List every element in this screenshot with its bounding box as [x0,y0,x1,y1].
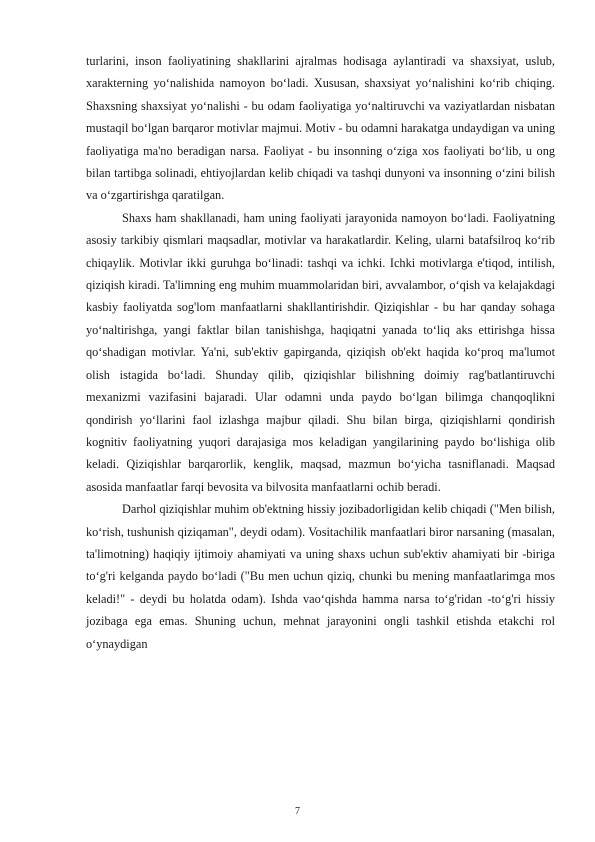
body-text [86,50,555,655]
page-number: 7 [295,806,300,817]
paragraph-1: turlarini, inson faoliyatining shakllarini ajralmas hodisaga aylantiradi va shaxsiyat, uslub, xarakterning yo‘nalishida namoyon bo‘ladi. Xususan, shaxsiyat yo‘nalishini ko‘rib chiqing. Shaxsning shaxsiyat yo‘nalishi - bu odam faoliyatiga yo‘naltiruvchi va vaziyatlardan nisbatan mustaqil bo‘lgan barqaror motivlar majmui. Motiv - bu odamni harakatga undaydigan va uning faoliyatiga ma'no beradigan narsa. Faoliyat - bu insonning o‘ziga xos faoliyati bo‘lib, u ong bilan tartibga solinadi, ehtiyojlardan kelib chiqadi va tashqi dunyoni va insonning o‘zini bilish va o‘zgartirishga qaratilgan. [86,54,555,203]
paragraph-2: Shaxs ham shakllanadi, ham uning faoliyati jarayonida namoyon bo‘ladi. Faoliyatning asosiy tarkibiy qismlari maqsadlar, motivlar va harakatlardir. Keling, ularni batafsilroq ko‘rib chiqaylik. Motivlar ikki guruhga bo‘linadi: tashqi va ichki. Ichki motivlarga e'tiqod, intilish, qiziqish kiradi. Ta'limning eng muhim muammolaridan biri, avvalambor, o‘qish va kelajakdagi kasbiy faoliyatda sog'lom manfaatlarni shakllantirishdir. Qiziqishlar - bu har qanday sohaga yo‘naltirishga, yangi faktlar bilan tanishishga, haqiqatni yanada to‘liq aks ettirishga hissa qo‘shadigan motivlar. Ya'ni, sub'ektiv gapirganda, qiziqish ob'ekt haqida ko‘proq ma'lumot olish istagida bo‘ladi. Shunday qilib, qiziqishlar bilishning doimiy rag'batlantiruvchi mexanizmi vazifasini bajaradi. Ular odamni unda paydo bo‘lgan bilimga chanqoqlikni qondirish yo‘llarini faol izlashga majbur qiladi. Shu bilan birga, qiziqishlarni qondirish kognitiv faoliyatning yuqori darajasiga mos keladigan yangilarining paydo bo‘lishiga olib keladi. Qiziqishlar barqarorlik, kenglik, maqsad, mazmun bo‘yicha tasniflanadi. Maqsad asosida manfaatlar farqi bevosita va bilvosita manfaatlarni ochib beradi. [86,210,555,494]
paragraph-3: Darhol qiziqishlar muhim ob'ektning hissiy jozibadorligidan kelib chiqadi ("Men bilish, ko‘rish, tushunish qiziqaman", deydi odam). Vositachilik manfaatlari biror narsaning (masalan, ta'limotning) haqiqiy ijtimoiy ahamiyati va uning shaxs uchun sub'ektiv ahamiyati bir -biriga to‘g'ri kelganda paydo bo‘ladi ("Bu men uchun qiziq, chunki bu mening manfaatlarimga mos keladi!" - deydi bu holatda odam). Ishda vao‘qishda hamma narsa to‘g'ridan -to‘g'ri hissiy jozibaga ega emas. Shuning uchun, mehnat jarayonini ongli tashkil etishda etakchi rol o‘ynaydigan [86,502,555,651]
